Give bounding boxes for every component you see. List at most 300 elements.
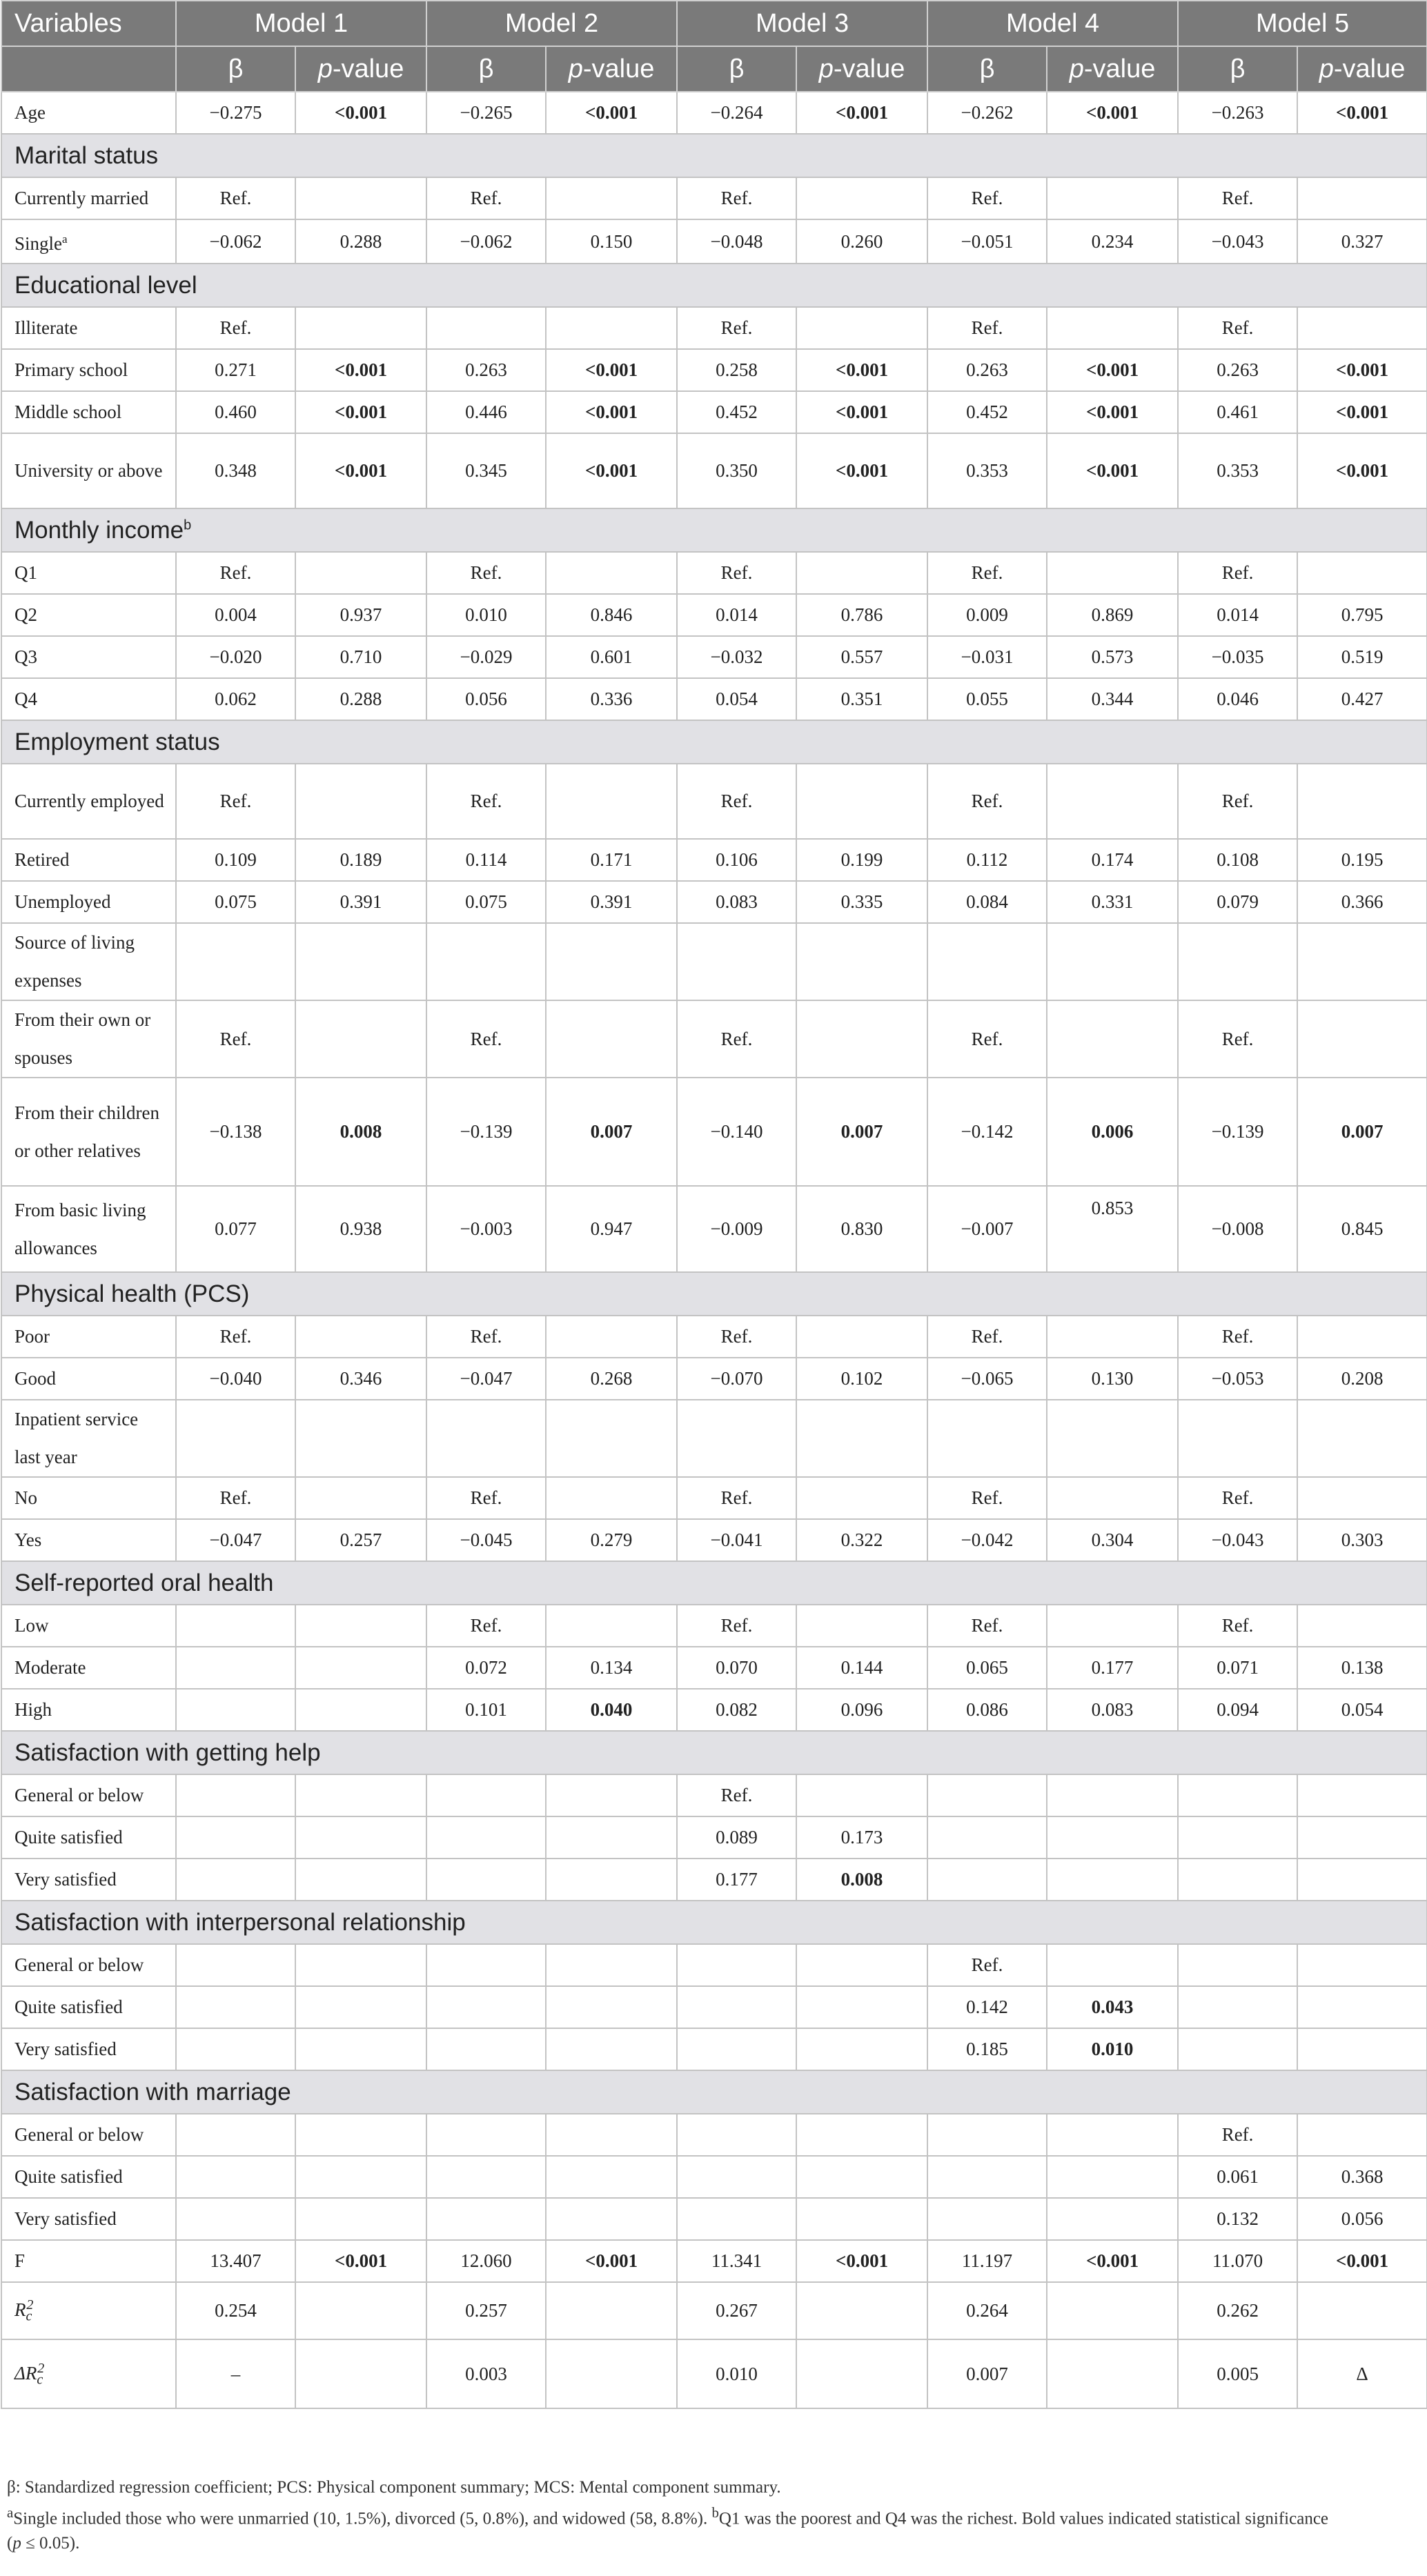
p-value-cell [1047, 923, 1178, 1000]
p-value-cell: 0.007 [1297, 1078, 1427, 1186]
beta-cell: 0.106 [677, 839, 796, 881]
beta-cell [176, 1605, 295, 1647]
beta-cell: −0.047 [426, 1358, 546, 1400]
beta-cell: 0.014 [1178, 594, 1297, 636]
beta-cell: 11.341 [677, 2240, 796, 2282]
row-label: Quite satisfied [1, 1986, 176, 2028]
beta-cell: 13.407 [176, 2240, 295, 2282]
table-row-university-or-above [1, 433, 1427, 508]
p-value-cell [796, 2114, 927, 2156]
beta-cell: 0.082 [677, 1689, 796, 1731]
beta-cell: −0.142 [927, 1078, 1047, 1186]
model-4-header: Model 4 [927, 1, 1178, 46]
p-value-cell [1297, 923, 1427, 1000]
row-label: General or below [1, 1774, 176, 1816]
p-value-cell [546, 1774, 677, 1816]
p-value-cell [1297, 1816, 1427, 1859]
beta-cell: −0.007 [927, 1186, 1047, 1272]
p-value-cell [546, 1000, 677, 1078]
p-value-cell: 0.054 [1297, 1689, 1427, 1731]
p-value-cell [295, 2282, 426, 2339]
beta-header: β [176, 46, 295, 92]
p-value-cell: <0.001 [546, 92, 677, 134]
p-value-cell: 0.322 [796, 1519, 927, 1561]
beta-cell: −0.070 [677, 1358, 796, 1400]
row-label: Very satisfied [1, 1859, 176, 1901]
table-row-q3 [1, 636, 1427, 678]
p-value-cell [1297, 1477, 1427, 1519]
beta-cell: 0.345 [426, 433, 546, 508]
p-value-cell [1297, 552, 1427, 594]
beta-cell: −0.138 [176, 1078, 295, 1186]
p-value-cell [796, 2339, 927, 2408]
p-value-cell [1047, 552, 1178, 594]
p-value-cell: 0.008 [295, 1078, 426, 1186]
beta-cell: −0.043 [1178, 219, 1297, 264]
row-label: Middle school [1, 391, 176, 433]
p-value-cell: 0.869 [1047, 594, 1178, 636]
beta-cell [1178, 1859, 1297, 1901]
section-heading: Satisfaction with interpersonal relationship [1, 1901, 1427, 1944]
section-heading: Educational level [1, 264, 1427, 307]
model-2-header: Model 2 [426, 1, 677, 46]
beta-cell: −0.043 [1178, 1519, 1297, 1561]
beta-cell [677, 1986, 796, 2028]
beta-cell [426, 1400, 546, 1477]
table-row-from-their-own-or-spouses [1, 1000, 1427, 1078]
row-label: Q4 [1, 678, 176, 720]
p-value-cell: 0.171 [546, 839, 677, 881]
p-value-cell: <0.001 [1297, 92, 1427, 134]
p-value-cell [1297, 1774, 1427, 1816]
row-label: From their own or spouses [1, 1000, 176, 1078]
beta-cell: −0.047 [176, 1519, 295, 1561]
p-value-cell [1047, 1477, 1178, 1519]
beta-cell: −0.053 [1178, 1358, 1297, 1400]
p-value-cell: 0.040 [546, 1689, 677, 1731]
beta-cell [1178, 1986, 1297, 2028]
p-value-cell: 0.938 [295, 1186, 426, 1272]
row-label: Unemployed [1, 881, 176, 923]
p-value-cell: 0.268 [546, 1358, 677, 1400]
table-row-age [1, 92, 1427, 134]
p-value-cell [546, 307, 677, 349]
beta-cell: Ref. [927, 307, 1047, 349]
beta-cell: 0.446 [426, 391, 546, 433]
beta-cell [176, 2156, 295, 2198]
table-row-f [1, 2240, 1427, 2282]
table-row-r [1, 2282, 1427, 2339]
beta-cell: Ref. [927, 177, 1047, 219]
beta-cell: 11.070 [1178, 2240, 1297, 2282]
beta-cell: −0.048 [677, 219, 796, 264]
p-value-cell: 0.096 [796, 1689, 927, 1731]
section-row [1, 508, 1427, 552]
beta-cell [927, 1816, 1047, 1859]
p-value-cell [1297, 1400, 1427, 1477]
beta-cell: 0.452 [677, 391, 796, 433]
beta-cell [426, 1816, 546, 1859]
p-value-cell: 0.336 [546, 678, 677, 720]
section-heading: Marital status [1, 134, 1427, 177]
beta-cell [927, 2114, 1047, 2156]
p-value-cell [796, 1316, 927, 1358]
table-row-illiterate [1, 307, 1427, 349]
beta-cell [426, 923, 546, 1000]
footnote-notes: $^a$Single included those who were unmarried (10, 1.5%), divorced (5, 0.8%), and widowed (58, 8.8%). $^b$Q1 was the poorest and Q4 was the richest. Bold values indicated statistical significance (p ≤ 0.05). [7, 2504, 1329, 2553]
beta-cell [1178, 1944, 1297, 1986]
beta-cell: 0.267 [677, 2282, 796, 2339]
beta-cell: Ref. [677, 1774, 796, 1816]
table-row-currently-employed [1, 764, 1427, 839]
beta-cell: −0.062 [426, 219, 546, 264]
p-value-cell: <0.001 [295, 92, 426, 134]
section-heading: Self-reported oral health [1, 1561, 1427, 1605]
beta-cell: 0.071 [1178, 1647, 1297, 1689]
section-row [1, 264, 1427, 307]
beta-cell: Ref. [176, 1316, 295, 1358]
p-value-cell [546, 1605, 677, 1647]
p-value-cell: 0.845 [1297, 1186, 1427, 1272]
row-label: Very satisfied [1, 2028, 176, 2070]
table-row-q1 [1, 552, 1427, 594]
beta-cell: 0.010 [426, 594, 546, 636]
beta-cell: 0.114 [426, 839, 546, 881]
beta-cell: Ref. [677, 764, 796, 839]
p-value-cell: 0.173 [796, 1816, 927, 1859]
p-value-cell [295, 177, 426, 219]
row-label: General or below [1, 1944, 176, 1986]
model-5-header: Model 5 [1178, 1, 1427, 46]
p-value-header: p-value [1297, 46, 1427, 92]
p-value-cell: 0.056 [1297, 2198, 1427, 2240]
p-value-cell: Δ [1297, 2339, 1427, 2408]
p-value-cell [546, 1986, 677, 2028]
p-value-cell [546, 923, 677, 1000]
p-value-cell: 0.199 [796, 839, 927, 881]
p-value-cell [796, 923, 927, 1000]
section-row [1, 1731, 1427, 1774]
beta-cell: 0.185 [927, 2028, 1047, 2070]
table-row-inpatient-service-last-year [1, 1400, 1427, 1477]
p-value-cell: 0.391 [546, 881, 677, 923]
beta-cell [426, 2198, 546, 2240]
beta-cell: 0.132 [1178, 2198, 1297, 2240]
p-value-cell [295, 307, 426, 349]
table-row-single [1, 219, 1427, 264]
beta-cell [176, 1774, 295, 1816]
beta-cell: – [176, 2339, 295, 2408]
beta-cell: −0.008 [1178, 1186, 1297, 1272]
p-value-cell: 0.937 [295, 594, 426, 636]
beta-cell: 0.075 [426, 881, 546, 923]
p-value-cell: 0.102 [796, 1358, 927, 1400]
p-value-cell [1297, 2282, 1427, 2339]
p-value-cell: 0.573 [1047, 636, 1178, 678]
p-value-cell [546, 1944, 677, 1986]
p-value-cell: <0.001 [1047, 391, 1178, 433]
table-row-good [1, 1358, 1427, 1400]
beta-cell [176, 1816, 295, 1859]
p-value-cell: 0.391 [295, 881, 426, 923]
beta-cell: Ref. [1178, 177, 1297, 219]
p-value-cell: 0.007 [546, 1078, 677, 1186]
beta-cell: Ref. [1178, 1316, 1297, 1358]
beta-cell: 0.089 [677, 1816, 796, 1859]
table-row-low [1, 1605, 1427, 1647]
beta-cell: −0.003 [426, 1186, 546, 1272]
beta-cell: Ref. [176, 307, 295, 349]
p-value-cell [546, 177, 677, 219]
p-value-cell [796, 1605, 927, 1647]
table-row-from-basic-living-allowances [1, 1186, 1427, 1272]
p-value-cell [796, 1400, 927, 1477]
table-row-very-satisfied [1, 2198, 1427, 2240]
beta-cell: −0.041 [677, 1519, 796, 1561]
p-value-cell: 0.947 [546, 1186, 677, 1272]
beta-cell: Ref. [677, 177, 796, 219]
p-value-cell: 0.327 [1297, 219, 1427, 264]
p-value-cell [546, 1400, 677, 1477]
beta-cell [677, 2156, 796, 2198]
beta-cell: −0.009 [677, 1186, 796, 1272]
beta-cell: 0.070 [677, 1647, 796, 1689]
p-value-cell: <0.001 [546, 349, 677, 391]
beta-cell: Ref. [426, 177, 546, 219]
p-value-cell [546, 2282, 677, 2339]
beta-cell: Ref. [1178, 307, 1297, 349]
p-value-cell: <0.001 [796, 433, 927, 508]
row-label: F [1, 2240, 176, 2282]
p-value-header: p-value [546, 46, 677, 92]
beta-cell [426, 2028, 546, 2070]
p-value-cell: <0.001 [1297, 349, 1427, 391]
p-value-cell [1047, 1605, 1178, 1647]
p-value-cell: <0.001 [796, 349, 927, 391]
beta-cell: 0.177 [677, 1859, 796, 1901]
p-value-header: p-value [295, 46, 426, 92]
p-value-cell: <0.001 [796, 2240, 927, 2282]
table-row-q2 [1, 594, 1427, 636]
p-value-cell [295, 1316, 426, 1358]
table-row-q4 [1, 678, 1427, 720]
p-value-cell: <0.001 [1047, 2240, 1178, 2282]
p-value-cell [1297, 2114, 1427, 2156]
header-row-models [1, 1, 1427, 46]
p-value-cell [1297, 307, 1427, 349]
beta-cell [677, 923, 796, 1000]
p-value-cell: 0.366 [1297, 881, 1427, 923]
beta-cell [176, 1944, 295, 1986]
table-row-primary-school [1, 349, 1427, 391]
p-value-cell: 0.335 [796, 881, 927, 923]
p-value-cell [796, 2028, 927, 2070]
beta-cell [927, 1774, 1047, 1816]
p-value-cell: 0.710 [295, 636, 426, 678]
p-value-cell: <0.001 [1047, 433, 1178, 508]
beta-cell: Ref. [426, 1605, 546, 1647]
row-label: Source of living expenses [1, 923, 176, 1000]
beta-cell: −0.020 [176, 636, 295, 678]
p-value-cell: 0.427 [1297, 678, 1427, 720]
beta-cell [1178, 2028, 1297, 2070]
beta-cell: 11.197 [927, 2240, 1047, 2282]
row-label: Q1 [1, 552, 176, 594]
row-label: Retired [1, 839, 176, 881]
beta-cell: Ref. [927, 1477, 1047, 1519]
beta-cell [426, 1986, 546, 2028]
beta-cell: 0.263 [426, 349, 546, 391]
beta-cell: Ref. [176, 1477, 295, 1519]
beta-cell: 0.254 [176, 2282, 295, 2339]
beta-cell: Ref. [176, 552, 295, 594]
p-value-cell [546, 552, 677, 594]
p-value-cell [295, 1816, 426, 1859]
section-row [1, 720, 1427, 764]
p-value-cell: 0.257 [295, 1519, 426, 1561]
p-value-cell: 0.331 [1047, 881, 1178, 923]
row-label: Q2 [1, 594, 176, 636]
p-value-cell [1297, 1000, 1427, 1078]
table-row-general-or-below [1, 1944, 1427, 1986]
beta-cell: Ref. [677, 1477, 796, 1519]
p-value-cell [295, 2114, 426, 2156]
table-row-high [1, 1689, 1427, 1731]
p-value-cell: <0.001 [1047, 349, 1178, 391]
table-row-moderate [1, 1647, 1427, 1689]
beta-cell: 0.083 [677, 881, 796, 923]
table-row-middle-school [1, 391, 1427, 433]
p-value-cell [295, 1000, 426, 1078]
p-value-cell [546, 764, 677, 839]
p-value-cell [796, 2198, 927, 2240]
p-value-cell: 0.351 [796, 678, 927, 720]
header-row-stats [1, 46, 1427, 92]
beta-cell: Ref. [677, 1316, 796, 1358]
p-value-cell: 0.010 [1047, 2028, 1178, 2070]
beta-cell [426, 2156, 546, 2198]
beta-cell [1178, 923, 1297, 1000]
beta-cell: 0.461 [1178, 391, 1297, 433]
beta-cell [927, 1859, 1047, 1901]
beta-cell: 0.054 [677, 678, 796, 720]
p-value-cell: 0.006 [1047, 1078, 1178, 1186]
empty-header-cell [1, 46, 176, 92]
table-row-source-of-living-expenses [1, 923, 1427, 1000]
beta-cell [927, 1400, 1047, 1477]
section-row [1, 2070, 1427, 2114]
p-value-header: p-value [1047, 46, 1178, 92]
row-label: Very satisfied [1, 2198, 176, 2240]
p-value-cell: 0.853 [1047, 1186, 1178, 1272]
footnote-abbreviations: β: Standardized regression coefficient; PCS: Physical component summary; MCS: Mental component summary. [7, 2478, 781, 2497]
row-label: Currently employed [1, 764, 176, 839]
beta-cell: −0.139 [1178, 1078, 1297, 1186]
beta-cell: −0.263 [1178, 92, 1297, 134]
beta-cell: 0.009 [927, 594, 1047, 636]
p-value-cell [1047, 1774, 1178, 1816]
beta-cell: −0.051 [927, 219, 1047, 264]
p-value-cell [546, 2339, 677, 2408]
p-value-cell: 0.344 [1047, 678, 1178, 720]
p-value-cell [796, 1944, 927, 1986]
p-value-cell [1047, 1859, 1178, 1901]
beta-cell: 0.142 [927, 1986, 1047, 2028]
p-value-cell [295, 1605, 426, 1647]
p-value-cell: 0.303 [1297, 1519, 1427, 1561]
beta-cell: 0.056 [426, 678, 546, 720]
beta-cell [677, 1400, 796, 1477]
beta-header: β [927, 46, 1047, 92]
beta-cell: Ref. [176, 764, 295, 839]
p-value-cell: 0.083 [1047, 1689, 1178, 1731]
table-row-general-or-below [1, 2114, 1427, 2156]
p-value-cell: 0.279 [546, 1519, 677, 1561]
section-heading: Employment status [1, 720, 1427, 764]
beta-cell: Ref. [677, 552, 796, 594]
p-value-cell [1047, 1000, 1178, 1078]
p-value-cell [295, 1859, 426, 1901]
row-label: Inpatient service last year [1, 1400, 176, 1477]
table-row-r [1, 2339, 1427, 2408]
p-value-cell [1047, 1816, 1178, 1859]
p-value-cell: <0.001 [295, 349, 426, 391]
beta-cell: 0.258 [677, 349, 796, 391]
p-value-cell [295, 1689, 426, 1731]
p-value-cell: 0.007 [796, 1078, 927, 1186]
beta-cell [677, 2198, 796, 2240]
p-value-cell: 0.846 [546, 594, 677, 636]
beta-cell: Ref. [426, 1000, 546, 1078]
p-value-cell: <0.001 [295, 391, 426, 433]
p-value-cell [796, 764, 927, 839]
p-value-cell: 0.138 [1297, 1647, 1427, 1689]
beta-cell: Ref. [927, 1605, 1047, 1647]
p-value-cell: 0.786 [796, 594, 927, 636]
p-value-cell [796, 552, 927, 594]
beta-cell: 0.003 [426, 2339, 546, 2408]
beta-cell: 0.112 [927, 839, 1047, 881]
p-value-cell [1047, 2339, 1178, 2408]
beta-cell: Ref. [176, 177, 295, 219]
p-value-cell [1297, 1944, 1427, 1986]
beta-cell: Ref. [1178, 764, 1297, 839]
p-value-cell [796, 1986, 927, 2028]
table-row-quite-satisfied [1, 1816, 1427, 1859]
beta-cell [176, 1689, 295, 1731]
beta-cell: 0.460 [176, 391, 295, 433]
p-value-cell [546, 2156, 677, 2198]
model-1-header: Model 1 [176, 1, 426, 46]
beta-cell: 0.262 [1178, 2282, 1297, 2339]
beta-cell: 0.004 [176, 594, 295, 636]
p-value-cell [295, 552, 426, 594]
p-value-cell [796, 1477, 927, 1519]
p-value-cell: 0.519 [1297, 636, 1427, 678]
row-label: Low [1, 1605, 176, 1647]
beta-cell: −0.032 [677, 636, 796, 678]
row-label: From basic living allowances [1, 1186, 176, 1272]
beta-cell: 0.086 [927, 1689, 1047, 1731]
row-label: $R_c^2$ [1, 2282, 176, 2339]
p-value-cell: 0.008 [796, 1859, 927, 1901]
beta-cell [176, 1400, 295, 1477]
beta-cell: Ref. [1178, 1605, 1297, 1647]
row-label: General or below [1, 2114, 176, 2156]
section-heading: Physical health (PCS) [1, 1272, 1427, 1316]
beta-cell: 0.109 [176, 839, 295, 881]
section-row [1, 1901, 1427, 1944]
